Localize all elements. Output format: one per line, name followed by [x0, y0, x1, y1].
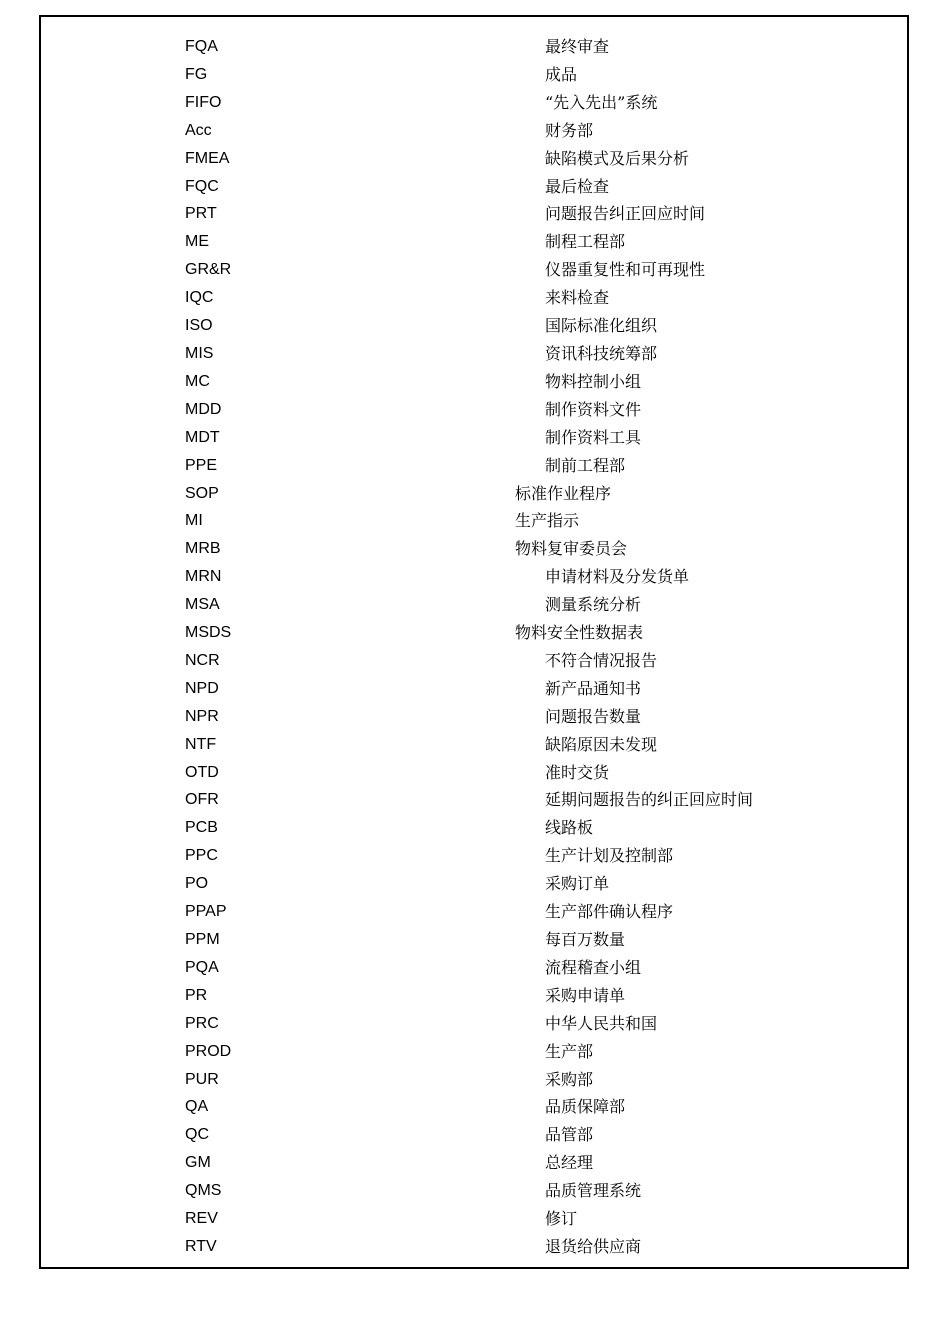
glossary-row — [41, 121, 911, 149]
abbreviation-meaning: 资讯科技统筹部 — [545, 343, 658, 363]
abbreviation-term: FMEA — [185, 149, 230, 167]
abbreviation-term: PUR — [185, 1070, 219, 1088]
abbreviation-term: OFR — [185, 791, 219, 809]
abbreviation-meaning: 物料复审委员会 — [515, 539, 628, 559]
abbreviation-term: OTD — [185, 763, 219, 781]
abbreviation-meaning: 线路板 — [545, 818, 594, 838]
abbreviation-meaning: 生产指示 — [515, 511, 580, 531]
abbreviation-term: GM — [185, 1154, 211, 1172]
glossary-row — [41, 763, 911, 791]
glossary-row — [41, 790, 911, 818]
glossary-row — [41, 1237, 911, 1265]
abbreviation-term: MRB — [185, 540, 221, 558]
abbreviation-term: FIFO — [185, 93, 222, 111]
abbreviation-term: MC — [185, 372, 210, 390]
glossary-row — [41, 874, 911, 902]
glossary-row — [41, 679, 911, 707]
glossary-row — [41, 958, 911, 986]
abbreviation-meaning: 缺陷模式及后果分析 — [545, 148, 690, 168]
glossary-row — [41, 511, 911, 539]
glossary-row — [41, 1125, 911, 1153]
abbreviation-meaning: 问题报告数量 — [545, 706, 642, 726]
abbreviation-meaning: 物料安全性数据表 — [515, 623, 644, 643]
abbreviation-term: IQC — [185, 289, 214, 307]
abbreviation-term: FQA — [185, 38, 218, 55]
glossary-row — [41, 818, 911, 846]
abbreviation-term: QC — [185, 1126, 209, 1144]
glossary-row — [41, 484, 911, 512]
abbreviation-meaning: 总经理 — [545, 1153, 594, 1173]
abbreviation-meaning: 中华人民共和国 — [545, 1013, 658, 1033]
abbreviation-meaning: 生产计划及控制部 — [545, 846, 674, 866]
abbreviation-term: PPAP — [185, 903, 227, 921]
glossary-row — [41, 1153, 911, 1181]
abbreviation-meaning: 问题报告纠正回应时间 — [545, 204, 706, 224]
glossary-row — [41, 1097, 911, 1125]
abbreviation-term: PRC — [185, 1014, 219, 1032]
abbreviation-term: MRN — [185, 568, 222, 586]
glossary-row — [41, 1014, 911, 1042]
abbreviation-term: NCR — [185, 651, 220, 669]
abbreviation-term: PCB — [185, 819, 218, 837]
abbreviation-term: PRT — [185, 205, 217, 223]
abbreviation-meaning: 品质管理系统 — [545, 1181, 642, 1201]
abbreviation-meaning: 财务部 — [545, 120, 594, 140]
glossary-row — [41, 37, 911, 65]
abbreviation-meaning: 品管部 — [545, 1125, 594, 1145]
abbreviation-term: GR&R — [185, 261, 232, 279]
abbreviation-meaning: 制前工程部 — [545, 455, 626, 475]
abbreviation-term: PPM — [185, 931, 220, 948]
abbreviation-meaning: 采购部 — [545, 1069, 594, 1089]
glossary-row — [41, 539, 911, 567]
glossary-row — [41, 149, 911, 177]
abbreviation-meaning: 最后检查 — [545, 176, 610, 196]
glossary-row — [41, 846, 911, 874]
abbreviation-meaning: 生产部件确认程序 — [545, 902, 674, 922]
abbreviation-meaning: 品质保障部 — [545, 1097, 626, 1117]
glossary-row — [41, 93, 911, 121]
glossary-row — [41, 316, 911, 344]
glossary-row — [41, 1181, 911, 1209]
abbreviation-meaning: 标准作业程序 — [515, 483, 612, 503]
glossary-row — [41, 456, 911, 484]
abbreviation-term: MSA — [185, 596, 220, 614]
glossary-row — [41, 986, 911, 1014]
glossary-row — [41, 595, 911, 623]
abbreviation-meaning: 新产品通知书 — [545, 678, 642, 698]
abbreviation-term: PROD — [185, 1042, 232, 1060]
abbreviation-meaning: 成品 — [545, 64, 578, 84]
abbreviation-term: MIS — [185, 344, 214, 362]
abbreviation-term: RTV — [185, 1237, 217, 1255]
abbreviation-meaning: 退货给供应商 — [545, 1236, 642, 1256]
abbreviation-meaning: 申请材料及分发货单 — [545, 567, 690, 587]
abbreviation-term: Acc — [185, 121, 212, 139]
abbreviation-meaning: 修订 — [545, 1209, 578, 1229]
abbreviation-term: QA — [185, 1098, 209, 1116]
abbreviation-meaning: 不符合情况报告 — [545, 650, 658, 670]
abbreviation-term: FQC — [185, 177, 219, 195]
glossary-row — [41, 428, 911, 456]
abbreviation-meaning: 流程稽查小组 — [545, 957, 642, 977]
abbreviation-meaning: 最终审查 — [545, 37, 610, 56]
abbreviation-term: PR — [185, 986, 208, 1004]
glossary-row — [41, 1070, 911, 1098]
glossary-row — [41, 400, 911, 428]
glossary-row — [41, 902, 911, 930]
abbreviation-term: ME — [185, 233, 209, 251]
glossary-row — [41, 177, 911, 205]
abbreviation-term: PPE — [185, 456, 218, 474]
abbreviation-meaning: 制作资料文件 — [545, 399, 642, 419]
abbreviation-meaning: 国际标准化组织 — [545, 316, 658, 336]
glossary-row — [41, 344, 911, 372]
abbreviation-meaning: 缺陷原因未发现 — [545, 734, 658, 754]
glossary-row — [41, 707, 911, 735]
abbreviation-meaning: 物料控制小组 — [545, 371, 642, 391]
glossary-row — [41, 372, 911, 400]
glossary-row — [41, 567, 911, 595]
glossary-row — [41, 651, 911, 679]
abbreviation-term: MSDS — [185, 624, 232, 642]
glossary-row — [41, 65, 911, 93]
glossary-row — [41, 288, 911, 316]
abbreviation-term: NPD — [185, 679, 219, 697]
abbreviation-term: MI — [185, 512, 203, 530]
abbreviation-term: NTF — [185, 735, 217, 753]
abbreviation-meaning: 仪器重复性和可再现性 — [545, 260, 706, 280]
abbreviation-meaning: 制程工程部 — [545, 232, 626, 252]
abbreviation-meaning: “先入先出”系统 — [545, 92, 658, 112]
abbreviation-term: NPR — [185, 707, 219, 725]
abbreviation-term: ISO — [185, 317, 213, 335]
glossary-row — [41, 1042, 911, 1070]
abbreviation-meaning: 每百万数量 — [545, 930, 626, 949]
glossary-row — [41, 204, 911, 232]
abbreviation-meaning: 制作资料工具 — [545, 427, 642, 447]
glossary-row — [41, 232, 911, 260]
glossary-row — [41, 930, 911, 958]
abbreviation-meaning: 采购订单 — [545, 874, 610, 894]
page-frame — [39, 15, 909, 1269]
abbreviation-term: SOP — [185, 484, 219, 502]
abbreviation-term: PPC — [185, 847, 218, 865]
abbreviation-list — [41, 37, 911, 1265]
abbreviation-meaning: 采购申请单 — [545, 985, 626, 1005]
glossary-row — [41, 623, 911, 651]
abbreviation-meaning: 延期问题报告的纠正回应时间 — [545, 790, 754, 810]
abbreviation-term: MDT — [185, 428, 220, 446]
abbreviation-term: PQA — [185, 958, 219, 976]
abbreviation-meaning: 准时交货 — [545, 762, 610, 782]
abbreviation-term: FG — [185, 65, 208, 83]
abbreviation-term: REV — [185, 1210, 218, 1228]
abbreviation-meaning: 来料检查 — [545, 288, 610, 308]
abbreviation-meaning: 生产部 — [545, 1041, 594, 1061]
abbreviation-term: QMS — [185, 1182, 222, 1200]
glossary-row — [41, 735, 911, 763]
glossary-row — [41, 260, 911, 288]
abbreviation-meaning: 测量系统分析 — [545, 595, 642, 615]
abbreviation-term: PO — [185, 875, 209, 893]
abbreviation-term: MDD — [185, 400, 222, 418]
glossary-row — [41, 1209, 911, 1237]
